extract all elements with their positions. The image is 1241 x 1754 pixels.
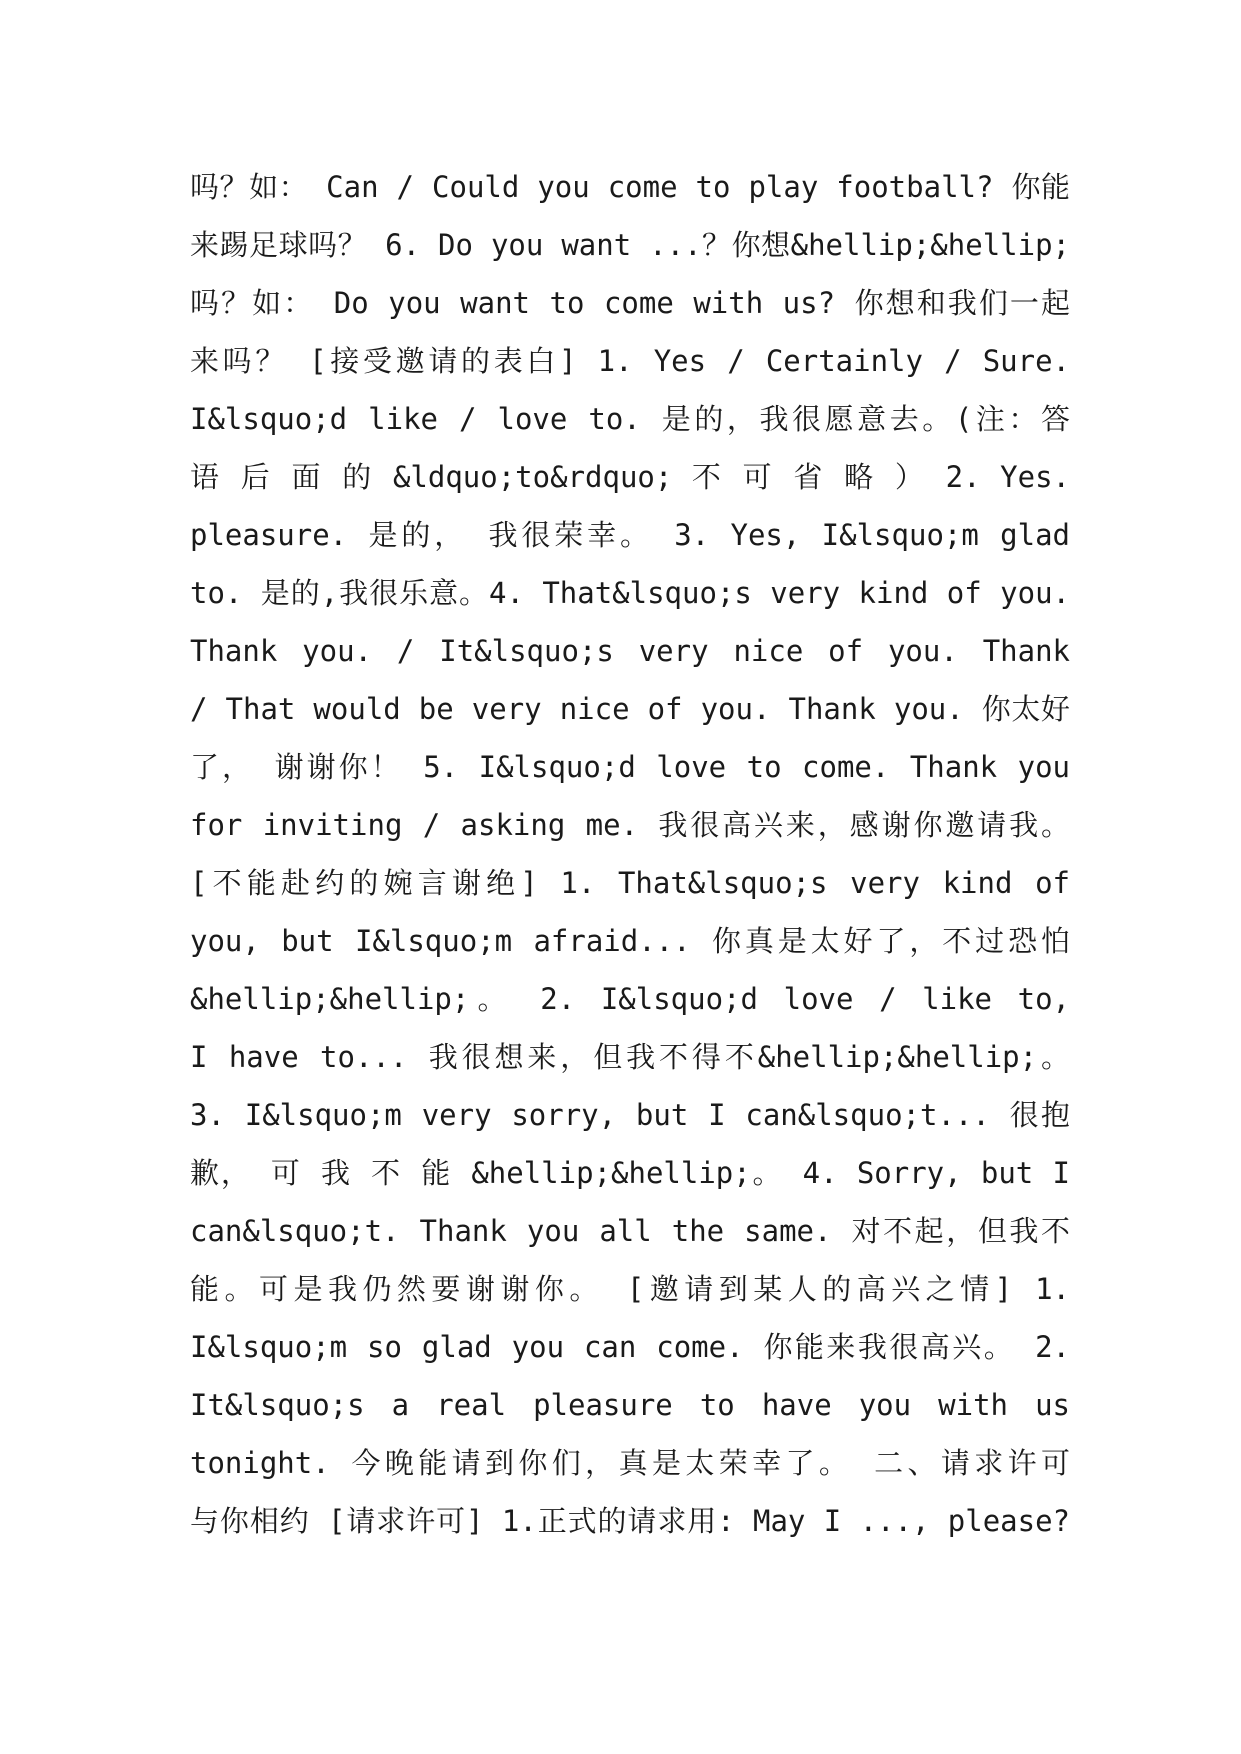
text-line-8: to. 是的,我很乐意。4. That&lsquo;s very kind of you.: [190, 576, 1070, 610]
text-line-22: It&lsquo;s a real pleasure to have you with us: [190, 1388, 1070, 1422]
text-line-1: 吗？如： Can / Could you come to play football? 你能: [190, 170, 1070, 204]
text-line-23: tonight. 今晚能请到你们，真是太荣幸了。 二、请求许可: [190, 1446, 1070, 1480]
text-line-2: 来踢足球吗？ 6. Do you want ...？你想&hellip;&hellip;: [190, 228, 1070, 262]
text-line-13: [不能赴约的婉言谢绝] 1. That&lsquo;s very kind of: [190, 866, 1070, 900]
text-line-5: I&lsquo;d like / love to. 是的，我很愿意去。(注：答: [190, 402, 1070, 436]
text-line-3: 吗？如： Do you want to come with us? 你想和我们一起: [190, 286, 1070, 320]
text-line-12: for inviting / asking me. 我很高兴来，感谢你邀请我。: [190, 808, 1070, 842]
text-line-10: / That would be very nice of you. Thank you. 你太好: [190, 692, 1070, 726]
text-line-11: 了， 谢谢你！ 5. I&lsquo;d love to come. Thank you: [190, 750, 1070, 784]
text-line-6: 语 后 面 的 &ldquo;to&rdquo; 不 可 省 略 ） 2. Yes.: [190, 460, 1070, 494]
text-line-17: 3. I&lsquo;m very sorry, but I can&lsquo;t... 很抱: [190, 1098, 1070, 1132]
text-line-9: Thank you. / It&lsquo;s very nice of you. Thank: [190, 634, 1070, 668]
text-line-24: 与你相约 [请求许可] 1.正式的请求用: May I ..., please?: [190, 1504, 1070, 1538]
text-line-19: can&lsquo;t. Thank you all the same. 对不起，但我不: [190, 1214, 1070, 1248]
text-line-16: I have to... 我很想来，但我不得不&hellip;&hellip;。: [190, 1040, 1070, 1074]
text-line-7: pleasure. 是的， 我很荣幸。 3. Yes, I&lsquo;m glad: [190, 518, 1070, 552]
text-line-18: 歉， 可 我 不 能 &hellip;&hellip;。 4. Sorry, but I: [190, 1156, 1070, 1190]
text-line-14: you, but I&lsquo;m afraid... 你真是太好了，不过恐怕: [190, 924, 1070, 958]
text-line-20: 能。可是我仍然要谢谢你。 [邀请到某人的高兴之情] 1.: [190, 1272, 1070, 1306]
text-line-15: &hellip;&hellip;。 2. I&lsquo;d love / like to,: [190, 982, 1070, 1016]
body-text: [190, 158, 1070, 1550]
text-line-21: I&lsquo;m so glad you can come. 你能来我很高兴。 2.: [190, 1330, 1070, 1364]
text-line-4: 来吗？ [接受邀请的表白] 1. Yes / Certainly / Sure.: [190, 344, 1070, 378]
